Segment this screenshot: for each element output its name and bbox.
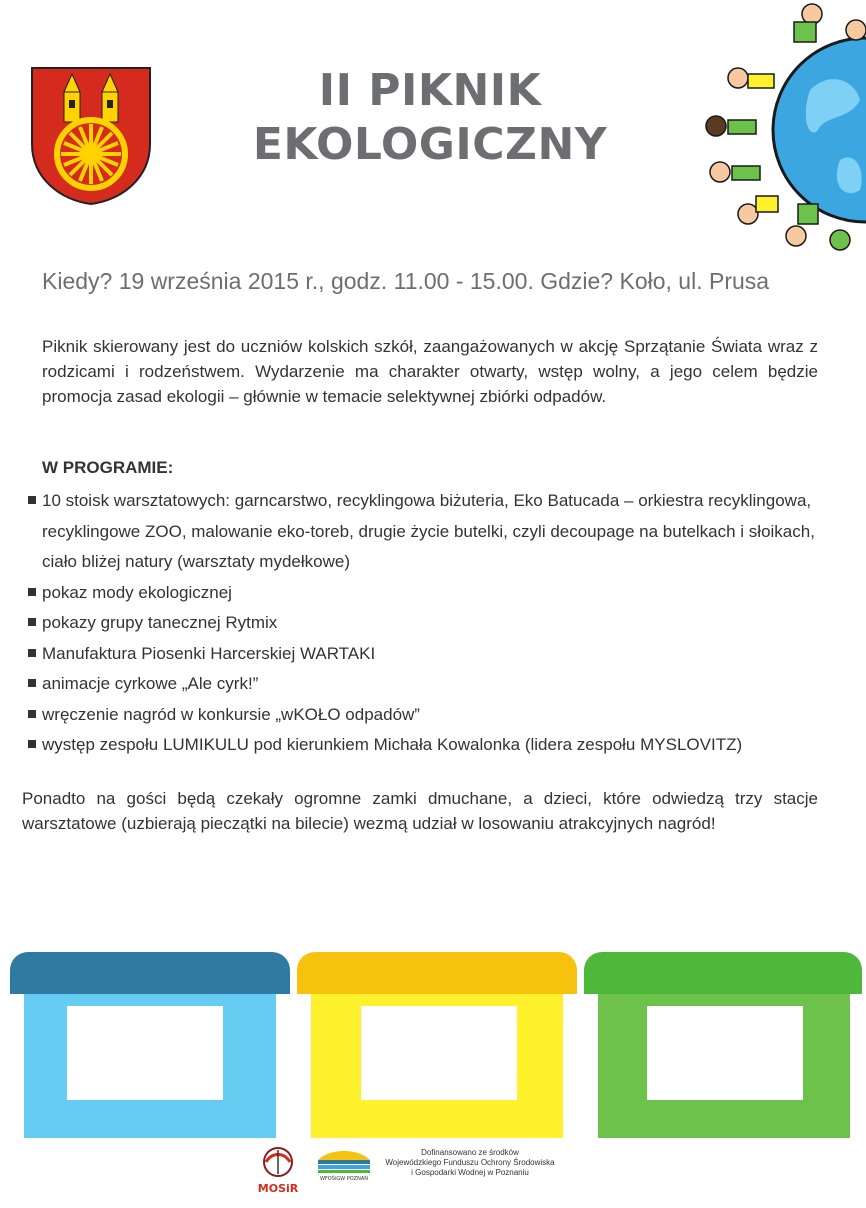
list-item-text: pokazy grupy tanecznej Rytmix: [42, 613, 278, 632]
list-item-text: Manufaktura Piosenki Harcerskiej WARTAKI: [42, 643, 376, 663]
list-item: [24, 639, 844, 670]
mosir-logo: [256, 1144, 300, 1196]
closing-paragraph: Ponadto na gości będą czekały ogromne zamki dmuchane, a dzieci, które odwiedzą trzy stacje warsztatowe (uzbierają pieczątki na bilecie) wezmą udział w losowaniu atrakcyjnych nagród!: [22, 789, 818, 833]
intro-paragraph: Piknik skierowany jest do uczniów kolskich szkół, zaangażowanych w akcję Sprzątanie Świata wraz z rodzicami i rodzeństwem. Wydarzenie ma charakter otwarty, wstęp wolny, a jego celem będzie promocja zasad ekologii – głównie w temacie selektywnej zbiórki odpadów.: [42, 337, 818, 406]
funding-line-3: i Gospodarki Wodnej w Poznaniu: [411, 1168, 529, 1177]
bullet-square-icon: [28, 679, 36, 687]
coat-of-arms-logo: [30, 66, 152, 206]
list-item-text: 10 stoisk warsztatowych: garncarstwo, recyklingowa biżuteria, Eko Batucada – orkiestra recyklingowa, recyklingowe ZOO, malowanie eko-toreb, drugie życie butelki, czyli decoupage na butelkach i słoikach, ciało bliżej natury (warsztaty mydełkowe): [42, 491, 815, 571]
bin-label-window: [361, 1006, 517, 1100]
bin-label-window: [67, 1006, 223, 1100]
bullet-square-icon: [28, 649, 36, 657]
bullet-square-icon: [28, 710, 36, 718]
bullet-square-icon: [28, 588, 36, 596]
list-item-text: wręczenie nagród w konkursie „wKOŁO odpadów”: [42, 704, 420, 724]
list-item: [24, 608, 844, 639]
funding-note: [380, 1148, 560, 1178]
wfos-logo: [314, 1146, 374, 1182]
event-when-where: Kiedy? 19 września 2015 r., godz. 11.00 - 15.00. Gdzie? Koło, ul. Prusa: [42, 268, 770, 294]
funding-line-1: Dofinansowano ze środków: [421, 1148, 519, 1157]
list-item: [24, 730, 844, 761]
title-line-1: II PIKNIK: [318, 65, 542, 116]
title-line-2: EKOLOGICZNY: [252, 119, 608, 170]
svg-text:MOSiR: MOSiR: [257, 1182, 299, 1195]
program-heading: W PROGRAMIE:: [42, 458, 174, 477]
program-list: [24, 486, 844, 761]
list-item: [24, 578, 844, 609]
event-title: [200, 64, 660, 172]
list-item: [24, 669, 844, 700]
bin-lid: [297, 952, 577, 994]
bullet-square-icon: [28, 496, 36, 504]
list-item-text: występ zespołu LUMIKULU pod kierunkiem Michała Kowalonka (lidera zespołu MYSLOVITZ): [42, 735, 743, 754]
funding-line-2: Wojewódzkiego Funduszu Ochrony Środowiska: [385, 1158, 555, 1167]
list-item: [24, 486, 844, 578]
bin-lid: [584, 952, 862, 994]
svg-text:WFOŚiGW POZNAŃ: WFOŚiGW POZNAŃ: [319, 1176, 369, 1182]
bullet-square-icon: [28, 740, 36, 748]
bin-lid: [10, 952, 290, 994]
globe-children-illustration: [690, 0, 866, 260]
list-item-text: pokaz mody ekologicznej: [42, 582, 232, 602]
bin-label-window: [647, 1006, 803, 1100]
list-item-text: animacje cyrkowe „Ale cyrk!”: [42, 674, 259, 693]
list-item: [24, 700, 844, 731]
bullet-square-icon: [28, 618, 36, 626]
